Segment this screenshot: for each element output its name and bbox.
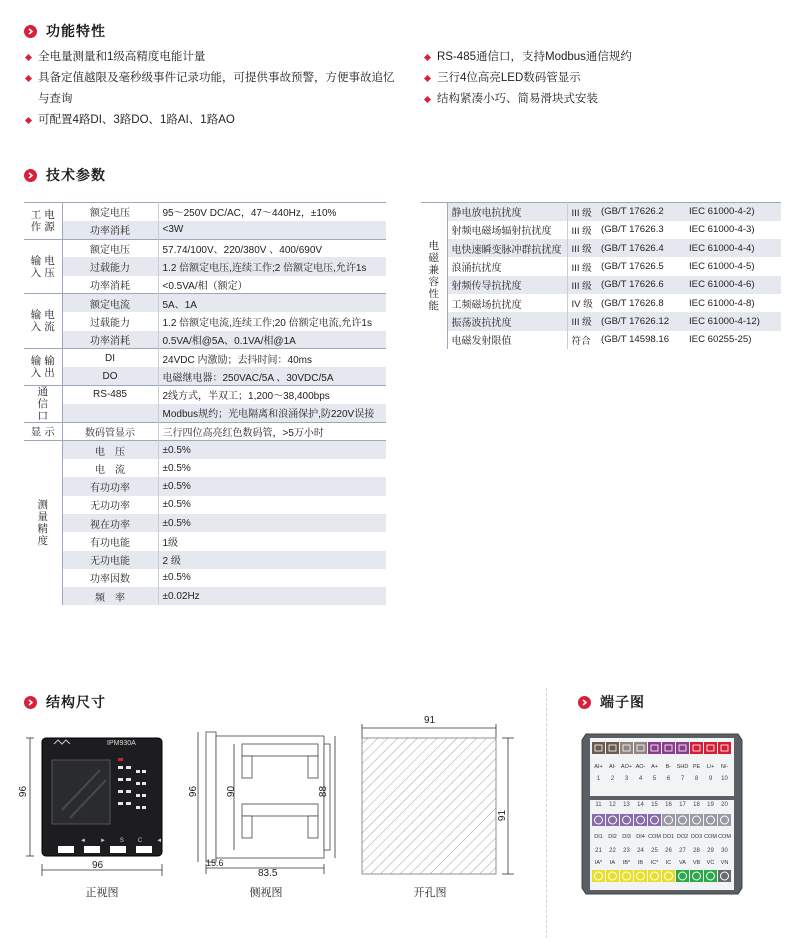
terminal-block bbox=[606, 742, 619, 754]
terminal-label: DO2 bbox=[676, 834, 689, 840]
feature-item: 具备定值越限及毫秒级事件记录功能，可提供事故预警，方便事故追忆与查询 bbox=[24, 68, 399, 110]
terminal-block bbox=[648, 742, 661, 754]
terminal-number: 8 bbox=[694, 776, 699, 782]
spec-row bbox=[24, 331, 386, 349]
spec-param-value: ±0.5% bbox=[158, 441, 386, 459]
terminal-label: IB* bbox=[622, 860, 631, 866]
front-button-label: ◄ bbox=[156, 838, 177, 844]
terminal-label: COM bbox=[704, 834, 717, 840]
tech-title: 技术参数 bbox=[46, 167, 106, 183]
terminal-number: 14 bbox=[637, 802, 644, 808]
spec-param-value: Modbus规约；光电隔离和浪涌保护,防220V误接 bbox=[158, 404, 386, 423]
terminal-heading bbox=[578, 692, 645, 712]
emc-level: III 级 bbox=[567, 203, 597, 221]
terminal-number: 3 bbox=[624, 776, 629, 782]
emc-level: III 级 bbox=[571, 262, 592, 274]
emc-iec-standard: IEC 61000-4-2) bbox=[685, 203, 781, 221]
terminal-number: 4 bbox=[638, 776, 643, 782]
terminal-block bbox=[690, 742, 703, 754]
spec-param-name: 电 压 bbox=[62, 441, 158, 459]
side-depth-dim: 83.5 bbox=[258, 868, 278, 879]
emc-iec-standard: IEC 61000-4-4) bbox=[685, 239, 781, 257]
emc-test-name: 工频磁场抗扰度 bbox=[447, 294, 567, 312]
terminal-label: VN bbox=[720, 860, 729, 866]
spec-group-label: 工 电 作 源 bbox=[24, 203, 62, 240]
terminal-number: 2 bbox=[610, 776, 615, 782]
emc-test-name: 浪涌抗扰度 bbox=[447, 257, 567, 275]
spec-param-name: DI bbox=[62, 349, 158, 367]
spec-row bbox=[24, 276, 386, 294]
side-height-dim: 96 bbox=[188, 785, 200, 798]
spec-param-value: ±0.5% bbox=[162, 462, 191, 474]
terminal-label: IC bbox=[665, 860, 672, 866]
terminal-label: DI2 bbox=[608, 834, 617, 840]
spec-param-name: 电 流 bbox=[62, 459, 158, 477]
emc-iec-standard: IEC 61000-4-3) bbox=[689, 224, 755, 236]
emc-row bbox=[421, 294, 781, 312]
emc-gb-standard: (GB/T 17626.5 bbox=[601, 261, 664, 273]
spec-param-name: 无功电能 bbox=[62, 551, 158, 569]
emc-gb-standard: (GB/T 14598.16 bbox=[601, 334, 670, 346]
spec-param-name: 频 率 bbox=[62, 587, 158, 605]
terminal-label: VB bbox=[692, 860, 701, 866]
spec-param-value: ±0.5% bbox=[158, 514, 386, 532]
spec-row bbox=[24, 496, 386, 514]
chevron-right-icon bbox=[24, 696, 37, 709]
terminal-number: 12 bbox=[609, 802, 616, 808]
spec-param-name: 额定电流 bbox=[62, 294, 158, 312]
section-divider bbox=[546, 688, 547, 938]
terminal-label: DO1 bbox=[662, 834, 675, 840]
terminal-label: AO+ bbox=[620, 764, 633, 770]
emc-level: 符合 bbox=[571, 335, 591, 347]
spec-param-name: 过载能力 bbox=[62, 257, 158, 275]
emc-row bbox=[421, 331, 781, 349]
front-button-label: SC bbox=[119, 838, 157, 844]
spec-row bbox=[24, 477, 386, 495]
spec-param-value: 24VDC 内激励；去抖时间：40ms bbox=[158, 349, 386, 367]
emc-gb-standard: (GB/T 17626.3 bbox=[601, 224, 664, 236]
emc-test-name: 电磁发射限值 bbox=[447, 331, 567, 349]
spec-param-name: DO bbox=[62, 367, 158, 385]
spec-row bbox=[24, 239, 386, 257]
terminal-block bbox=[704, 742, 717, 754]
terminal-label: SHD bbox=[676, 764, 689, 770]
terminal-number: 16 bbox=[665, 802, 672, 808]
emc-row bbox=[421, 203, 781, 221]
terminal-number: 18 bbox=[693, 802, 700, 808]
terminal-label: DO3 bbox=[690, 834, 703, 840]
terminal-number: 15 bbox=[651, 802, 658, 808]
spec-param-value: ±0.5% bbox=[158, 477, 386, 495]
emc-level: IV 级 bbox=[571, 299, 593, 311]
terminal-label: VA bbox=[679, 860, 686, 866]
terminal-label: L/+ bbox=[706, 764, 715, 770]
features-heading bbox=[24, 21, 106, 41]
side-flange-dim: 15.6 bbox=[206, 858, 224, 868]
spec-param-name: 功率消耗 bbox=[62, 331, 158, 349]
emc-iec-standard: IEC 61000-4-6) bbox=[685, 276, 781, 294]
terminal-title: 端子图 bbox=[600, 694, 645, 710]
spec-row bbox=[24, 459, 386, 477]
terminal-label: PE bbox=[692, 764, 701, 770]
emc-gb-standard: (GB/T 17626.6 bbox=[597, 276, 685, 294]
spec-param-value: 2 级 bbox=[158, 551, 386, 569]
spec-row bbox=[24, 349, 386, 367]
feature-item: 结构紧凑小巧、简易滑块式安装 bbox=[423, 89, 763, 110]
terminal-label: DI3 bbox=[622, 834, 631, 840]
emc-gb-standard: (GB/T 17626.4 bbox=[597, 239, 685, 257]
spec-param-value: 57.74/100V、220/380V 、400/690V bbox=[158, 239, 386, 257]
terminal-label: AI- bbox=[608, 764, 617, 770]
front-button-label: ► bbox=[99, 838, 120, 844]
terminal-label: B- bbox=[665, 764, 672, 770]
feature-item: 三行4位高亮LED数码管显示 bbox=[423, 68, 763, 89]
spec-param-name: 过载能力 bbox=[62, 312, 158, 330]
spec-param-value: 1.2 倍额定电压,连续工作;2 倍额定电压,允许1s bbox=[158, 257, 386, 275]
front-button-label: ◄ bbox=[80, 838, 100, 844]
spec-group-label: 输 电 入 流 bbox=[24, 294, 62, 349]
terminal-label: COM bbox=[648, 834, 661, 840]
terminal-label: DI4 bbox=[636, 834, 645, 840]
terminal-label: IB bbox=[637, 860, 644, 866]
features-right-list bbox=[423, 47, 763, 110]
emc-iec-standard: IEC 61000-4-12) bbox=[685, 312, 781, 330]
features-title: 功能特性 bbox=[46, 23, 106, 39]
front-model-label: IPM930A bbox=[107, 740, 136, 747]
spec-param-name: 功率因数 bbox=[62, 569, 158, 587]
terminal-diagram bbox=[578, 730, 746, 898]
terminal-label: N/- bbox=[720, 764, 729, 770]
terminal-number: 1 bbox=[596, 776, 601, 782]
emc-iec-standard: IEC 60255-25) bbox=[689, 334, 752, 346]
spec-param-value: <3W bbox=[158, 221, 386, 239]
terminal-label: IC* bbox=[650, 860, 659, 866]
emc-level: III 级 bbox=[567, 312, 597, 330]
emc-level: III 级 bbox=[567, 276, 597, 294]
terminal-number: 28 bbox=[693, 848, 700, 854]
emc-test-name: 射频传导抗扰度 bbox=[447, 276, 567, 294]
emc-level: III 级 bbox=[571, 225, 592, 237]
terminal-number: 22 bbox=[609, 848, 616, 854]
spec-row bbox=[24, 587, 386, 605]
front-button-labels bbox=[80, 838, 176, 844]
terminal-number: 17 bbox=[679, 802, 686, 808]
spec-param-name: 功率消耗 bbox=[62, 276, 158, 294]
terminal-block bbox=[676, 742, 689, 754]
spec-row bbox=[24, 569, 386, 587]
terminal-label: VC bbox=[706, 860, 715, 866]
spec-row bbox=[24, 551, 386, 569]
feature-item: 可配置4路DI、3路DO、1路AI、1路AO bbox=[24, 110, 399, 131]
spec-group-label: 输 电 入 压 bbox=[24, 239, 62, 294]
spec-row bbox=[24, 514, 386, 532]
structure-title: 结构尺寸 bbox=[46, 694, 106, 710]
terminal-number: 27 bbox=[679, 848, 686, 854]
spec-param-name: 额定电压 bbox=[62, 239, 158, 257]
spec-param-name: 功率消耗 bbox=[62, 221, 158, 239]
spec-param-value: 1.2 倍额定电流,连续工作;20 倍额定电流,允许1s bbox=[162, 317, 372, 329]
emc-test-name: 射频电磁场辐射抗扰度 bbox=[447, 221, 567, 239]
emc-test-name: 静电放电抗扰度 bbox=[447, 203, 567, 221]
front-width-dim: 96 bbox=[92, 860, 104, 871]
spec-param-name: 视在功率 bbox=[62, 514, 158, 532]
terminal-number: 10 bbox=[721, 776, 728, 782]
spec-group-label: 显 示 bbox=[24, 422, 62, 440]
spec-param-value: 1级 bbox=[162, 537, 179, 549]
emc-gb-standard: (GB/T 17626.2 bbox=[597, 203, 685, 221]
spec-param-name: 有功功率 bbox=[62, 477, 158, 495]
terminal-number: 7 bbox=[680, 776, 685, 782]
spec-param-value: ±0.02Hz bbox=[158, 587, 386, 605]
side-view-caption: 侧视图 bbox=[249, 887, 283, 899]
terminal-number: 20 bbox=[721, 802, 728, 808]
spec-row bbox=[24, 385, 386, 404]
terminal-label: IA* bbox=[594, 860, 603, 866]
spec-row bbox=[24, 257, 386, 275]
feature-item: RS-485通信口，支持Modbus通信规约 bbox=[423, 47, 763, 68]
spec-param-value: ±0.5% bbox=[162, 572, 191, 584]
emc-level: III 级 bbox=[567, 239, 597, 257]
terminal-number: 9 bbox=[708, 776, 713, 782]
chevron-right-icon bbox=[24, 169, 37, 182]
spec-param-value: 电磁继电器：250VAC/5A 、30VDC/5A bbox=[158, 367, 386, 385]
terminal-number: 11 bbox=[595, 802, 602, 808]
spec-group-label: 测 量 精 度 bbox=[24, 441, 62, 606]
spec-group-label: 输 输 入 出 bbox=[24, 349, 62, 386]
spec-param-value: 5A、1A bbox=[158, 294, 386, 312]
cutout-width-dim: 91 bbox=[424, 715, 436, 726]
emc-spec-table bbox=[421, 202, 781, 349]
front-view-drawing bbox=[22, 730, 182, 878]
spec-param-name: 数码管显示 bbox=[62, 422, 158, 440]
terminal-number: 30 bbox=[721, 848, 728, 854]
terminal-label: A+ bbox=[651, 764, 658, 770]
cutout-height-dim: 91 bbox=[497, 809, 509, 822]
terminal-block bbox=[634, 742, 647, 754]
side-right-dim: 88 bbox=[318, 785, 330, 798]
tech-spec-table bbox=[24, 202, 386, 605]
terminal-label: IA bbox=[609, 860, 616, 866]
terminal-block bbox=[620, 742, 633, 754]
terminal-number: 24 bbox=[637, 848, 644, 854]
spec-param-value: ±0.5% bbox=[162, 499, 191, 511]
chevron-right-icon bbox=[24, 25, 37, 38]
feature-item: 全电量测量和1级高精度电能计量 bbox=[24, 47, 399, 68]
cutout-caption: 开孔图 bbox=[413, 887, 447, 899]
chevron-right-icon bbox=[578, 696, 591, 709]
emc-test-name: 振荡波抗扰度 bbox=[447, 312, 567, 330]
emc-iec-standard: IEC 61000-4-5) bbox=[689, 261, 755, 273]
terminal-number: 26 bbox=[665, 848, 672, 854]
emc-row bbox=[421, 312, 781, 330]
spec-param-value: 95～250V DC/AC，47～440Hz，±10% bbox=[158, 203, 386, 221]
terminal-label: COM bbox=[718, 834, 731, 840]
spec-param-name bbox=[62, 404, 158, 423]
spec-param-name: 无功功率 bbox=[62, 496, 158, 514]
spec-row bbox=[24, 203, 386, 221]
spec-row bbox=[24, 441, 386, 459]
spec-row bbox=[24, 221, 386, 239]
emc-gb-standard: (GB/T 17626.12 bbox=[597, 312, 685, 330]
features-left-list bbox=[24, 47, 399, 131]
structure-heading bbox=[24, 692, 106, 712]
emc-row bbox=[421, 276, 781, 294]
terminal-block bbox=[592, 742, 605, 754]
spec-param-value: 2线方式，半双工；1,200～38,400bps bbox=[158, 385, 386, 404]
emc-row bbox=[421, 257, 781, 275]
spec-param-name: 额定电压 bbox=[62, 203, 158, 221]
spec-param-value: 三行四位高亮红色数码管，>5万小时 bbox=[158, 422, 386, 440]
spec-row bbox=[24, 367, 386, 385]
terminal-number: 6 bbox=[666, 776, 671, 782]
spec-group-label: 通 信 口 bbox=[24, 385, 62, 422]
spec-param-name: RS-485 bbox=[62, 385, 158, 404]
spec-param-name: 有功电能 bbox=[62, 532, 158, 550]
side-inner-dim: 90 bbox=[226, 785, 238, 798]
emc-row bbox=[421, 221, 781, 239]
terminal-number: 13 bbox=[623, 802, 630, 808]
front-view-caption: 正视图 bbox=[85, 887, 119, 899]
terminal-number: 19 bbox=[707, 802, 714, 808]
terminal-label: AO- bbox=[635, 764, 646, 770]
front-height-dim: 96 bbox=[18, 785, 30, 798]
terminal-block bbox=[662, 742, 675, 754]
terminal-label: DI1 bbox=[594, 834, 603, 840]
tech-heading bbox=[24, 165, 106, 185]
spec-param-value: <0.5VA/相（额定） bbox=[162, 281, 248, 293]
spec-row bbox=[24, 294, 386, 312]
terminal-number: 25 bbox=[651, 848, 658, 854]
spec-row bbox=[24, 532, 386, 550]
terminal-number: 29 bbox=[707, 848, 714, 854]
emc-iec-standard: IEC 61000-4-8) bbox=[689, 297, 755, 309]
cutout-drawing bbox=[350, 716, 520, 882]
spec-row bbox=[24, 404, 386, 423]
terminal-block bbox=[718, 742, 731, 754]
emc-group-label: 电磁兼容性能 bbox=[421, 203, 447, 349]
spec-param-value: 0.5VA/相@5A、0.1VA/相@1A bbox=[158, 331, 386, 349]
spec-row bbox=[24, 422, 386, 440]
terminal-number: 5 bbox=[652, 776, 657, 782]
emc-gb-standard: (GB/T 17626.8 bbox=[601, 297, 664, 309]
terminal-number: 21 bbox=[595, 848, 602, 854]
emc-test-name: 电快速瞬变脉冲群抗扰度 bbox=[447, 239, 567, 257]
terminal-label: AI+ bbox=[594, 764, 603, 770]
terminal-number: 23 bbox=[623, 848, 630, 854]
spec-row bbox=[24, 312, 386, 330]
emc-row bbox=[421, 239, 781, 257]
